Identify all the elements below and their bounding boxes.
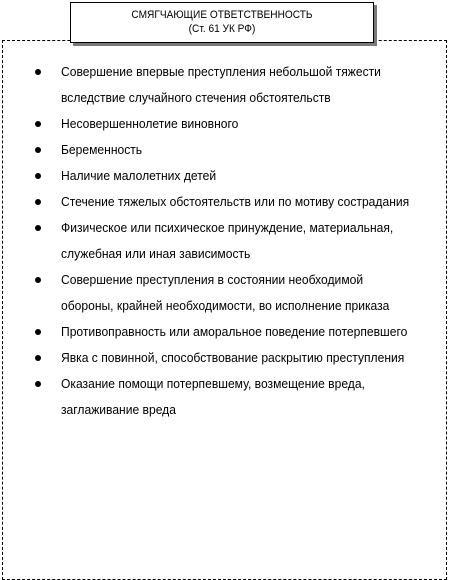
list-item-text: Несовершеннолетие виновного bbox=[61, 116, 239, 131]
list-item bbox=[3, 111, 446, 137]
bullet-icon bbox=[35, 199, 41, 205]
list-item bbox=[3, 59, 446, 111]
list-item-text: Наличие малолетних детей bbox=[61, 168, 217, 183]
list-item bbox=[3, 319, 446, 345]
bullet-icon bbox=[35, 329, 41, 335]
list-item bbox=[3, 137, 446, 163]
bullet-icon bbox=[35, 355, 41, 361]
list-item bbox=[3, 163, 446, 189]
content-box bbox=[2, 40, 447, 580]
list-item-text: Явка с повинной, способствование раскрытию преступления bbox=[61, 350, 405, 365]
list-item bbox=[3, 189, 446, 215]
list-item-text: Физическое или психическое принуждение, материальная, служебная или иная зависимость bbox=[61, 220, 394, 261]
title-box bbox=[70, 2, 374, 43]
bullet-icon bbox=[35, 121, 41, 127]
title-line-1: СМЯГЧАЮЩИЕ ОТВЕТСТВЕННОСТЬ bbox=[131, 9, 313, 21]
bullet-icon bbox=[35, 147, 41, 153]
bullet-icon bbox=[35, 381, 41, 387]
list-item-text: Беременность bbox=[61, 142, 143, 157]
bullet-icon bbox=[35, 173, 41, 179]
title-line-2: (Ст. 61 УК РФ) bbox=[188, 23, 256, 35]
list-item-text: Противоправность или аморальное поведение потерпевшего bbox=[61, 324, 408, 339]
bullet-icon bbox=[35, 69, 41, 75]
list-item-text: Стечение тяжелых обстоятельств или по мотиву сострадания bbox=[61, 194, 410, 209]
list-item-text: Совершение преступления в состоянии необходимой обороны, крайней необходимости, во исполнение приказа bbox=[61, 272, 390, 313]
bullet-icon bbox=[35, 277, 41, 283]
mitigating-circumstances-list bbox=[3, 59, 446, 423]
bullet-icon bbox=[35, 225, 41, 231]
list-item-text: Совершение впервые преступления небольшой тяжести вследствие случайного стечения обстоятельств bbox=[61, 64, 381, 105]
list-item bbox=[3, 345, 446, 371]
list-item bbox=[3, 267, 446, 319]
list-item-text: Оказание помощи потерпевшему, возмещение вреда, заглаживание вреда bbox=[61, 376, 365, 417]
list-item bbox=[3, 215, 446, 267]
list-item bbox=[3, 371, 446, 423]
